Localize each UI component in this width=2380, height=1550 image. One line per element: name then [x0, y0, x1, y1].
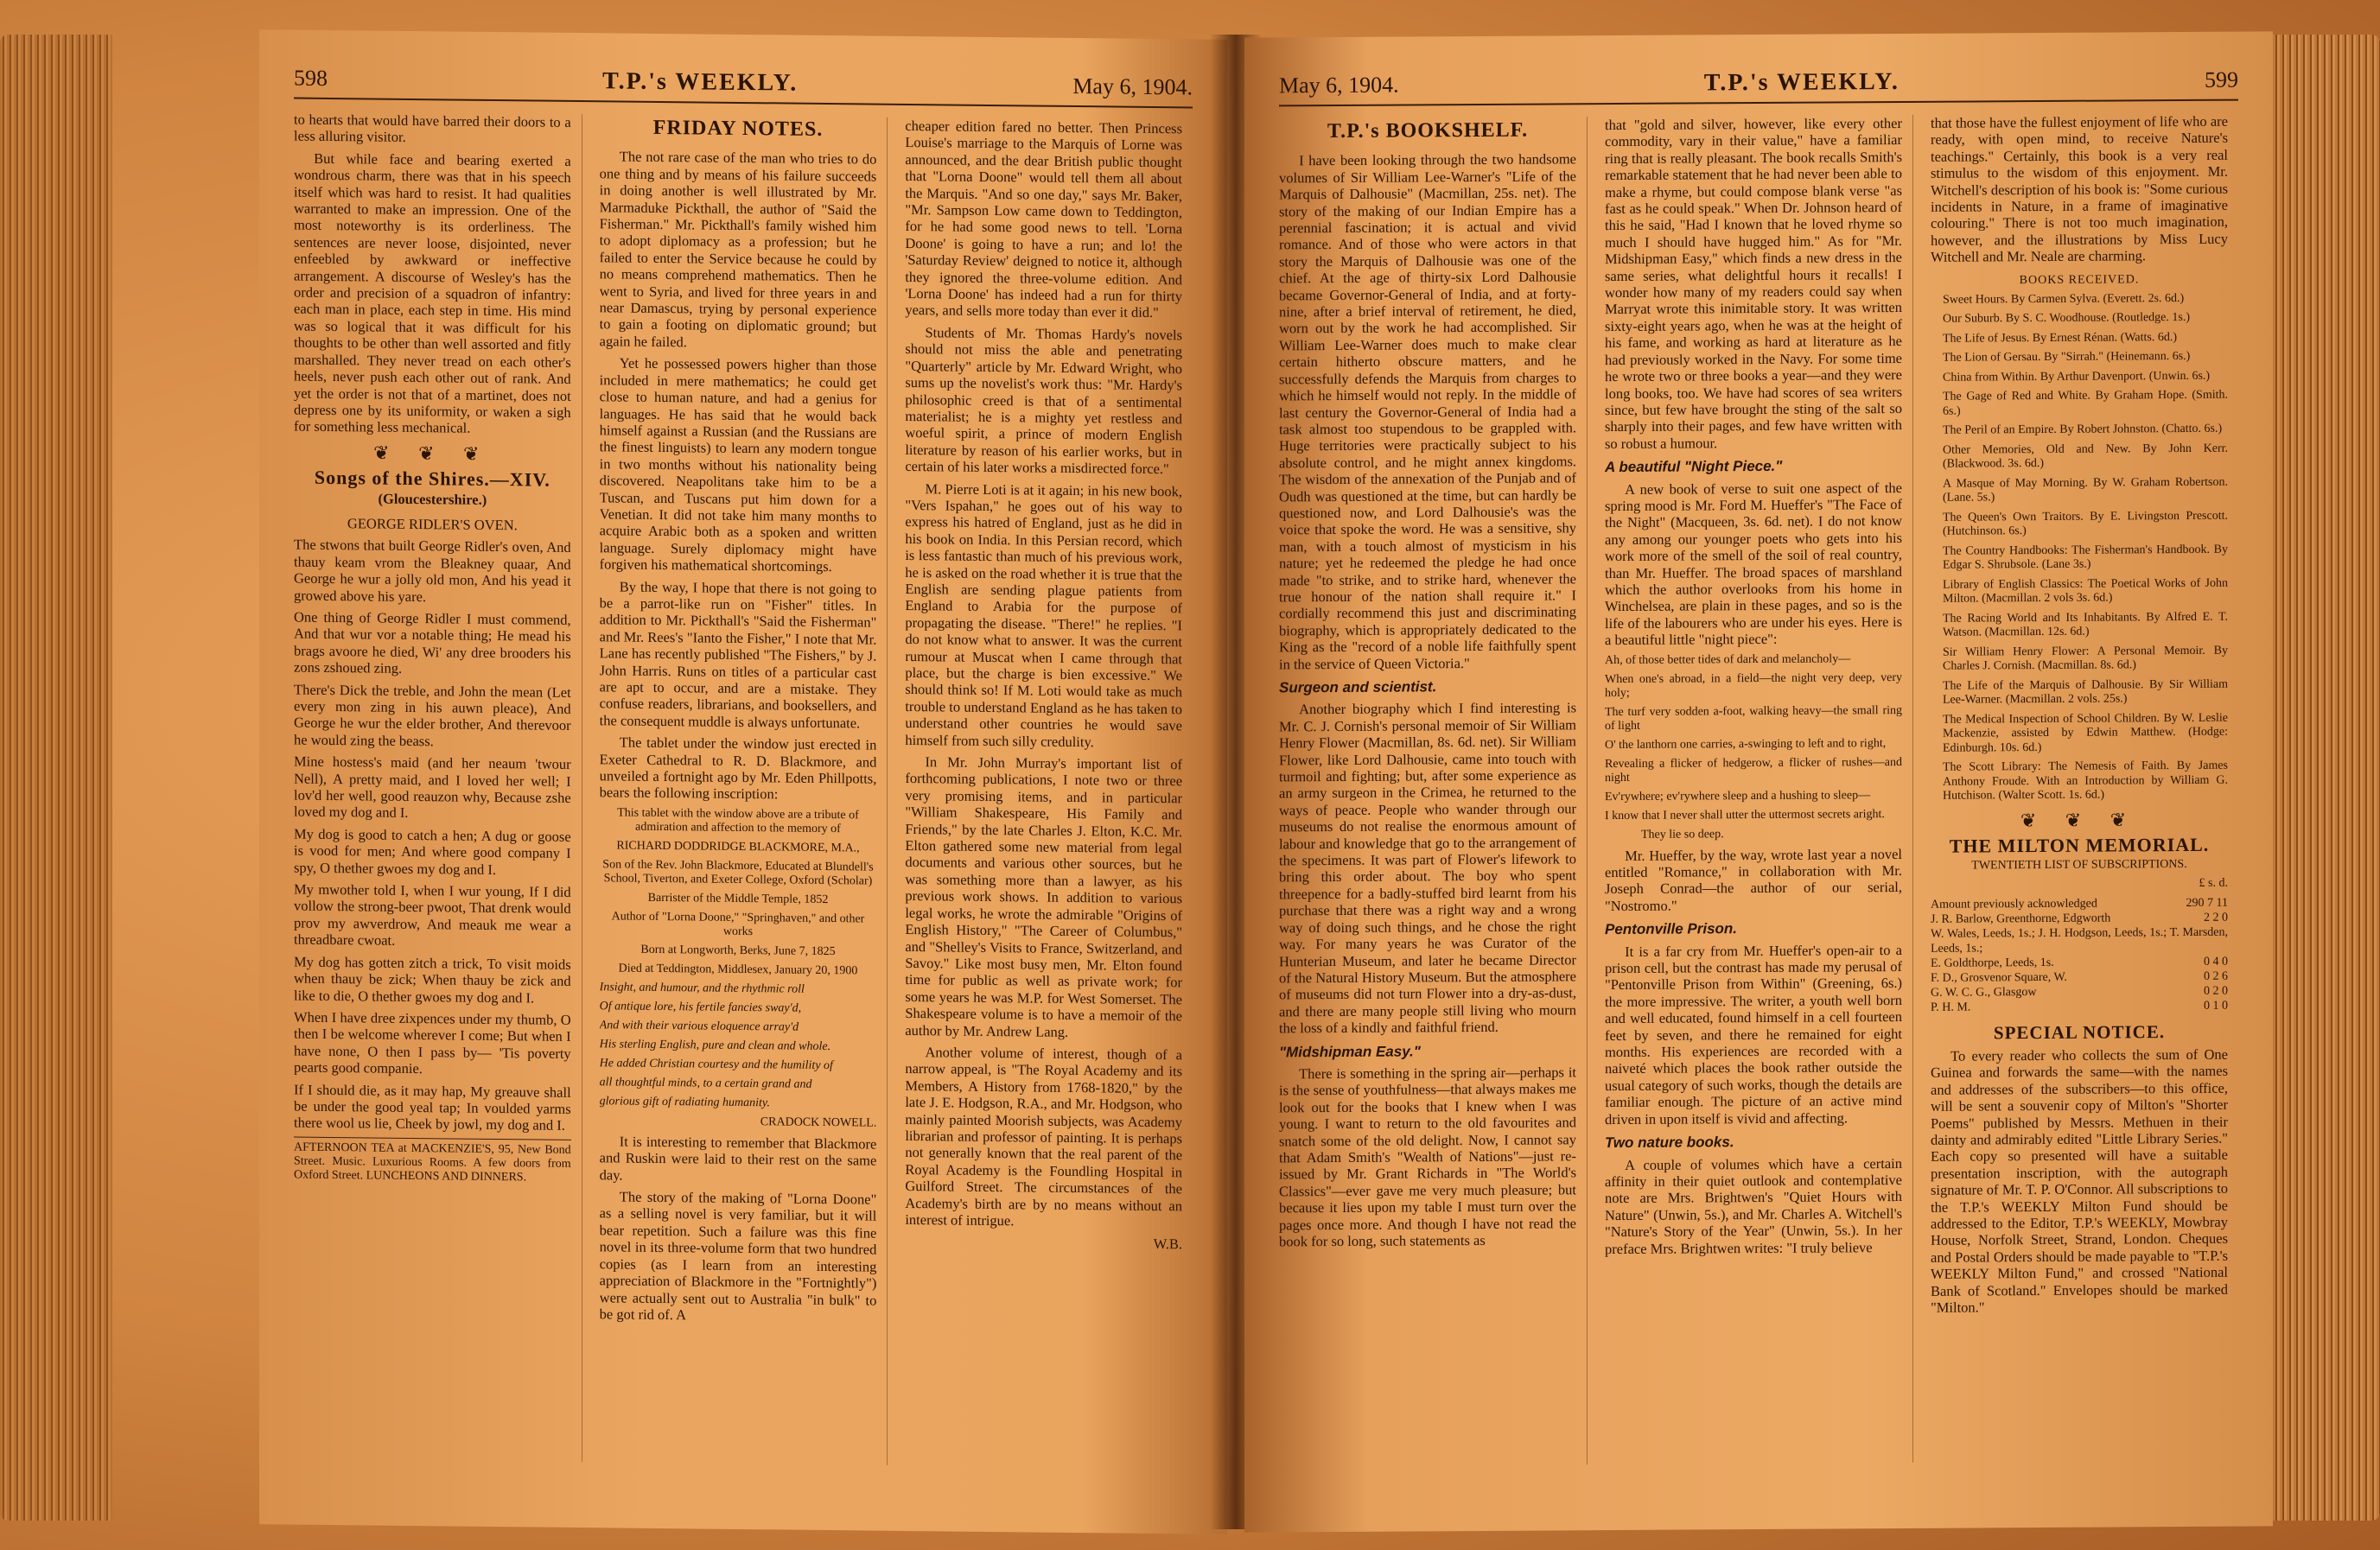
- subscriber-name: Amount previously acknowledged: [1931, 898, 2097, 912]
- left-page: [259, 29, 1227, 1534]
- right-column-3: [1931, 113, 2238, 1463]
- book-listing: The Peril of an Empire. By Robert Johnston. (Chatto. 6s.): [1943, 422, 2223, 437]
- right-columns: [1279, 113, 2238, 1467]
- poem-line: Ah, of those better tides of dark and melancholy—: [1605, 651, 1851, 667]
- left-running-head: [294, 65, 1193, 109]
- book-listing: Other Memories, Old and New. By John Kerr. (Blackwood. 3s. 6d.): [1943, 441, 2228, 471]
- books-received-heading: BOOKS RECEIVED.: [2019, 272, 2140, 287]
- subscription-row: [1931, 911, 2228, 927]
- issue-date: May 6, 1904.: [1072, 73, 1193, 100]
- book-listing: The Life of the Marquis of Dalhousie. By Sir William Lee-Warner. (Macmillan. 2 vols. 25s.): [1943, 677, 2228, 707]
- article-text: M. Pierre Loti is at it again; in his new book, "Vers Ispahan," he goes out of his way to express his hatred of England, just as he did in his book on India. In this Persian record, which is less fantastic than much of his previous work, he is asked on the road whether it is true that the English are sending plague patients from England to Arabia for the purpose of propagating the disease. "There!" he replies. "I do not know what to answer. It was the current rumour at Muscat when I came through that place, but the charge is bien excessive." We should think so! If M. Loti would take as much trouble to understand England as he has taken to understand other countries he would save himself from such silly credulity.: [905, 480, 1183, 750]
- poem-stanza: My dog has gotten zitch a trick, To visit moids when thauy be zick; When thauy be zick and like to die, O thether gwoes my dog and I.: [294, 953, 571, 1006]
- verse-line: glorious gift of radiating humanity.: [599, 1095, 770, 1110]
- publication-title: T.P.'s WEEKLY.: [602, 67, 799, 97]
- poem-stanza: There's Dick the treble, and John the mean (Let every mon zing in his auwn pleace), And George he wur the elder brother, And therevoor he would zing the beass.: [294, 681, 571, 750]
- poem-line: The turf very sodden a-foot, walking heavy—the small ring of light: [1605, 703, 1902, 733]
- left-columns: [294, 111, 1193, 1469]
- inscription-line: This tablet with the window above are a tribute of admiration and affection to the memory of: [617, 806, 859, 836]
- book-listing: Our Suburb. By S. C. Woodhouse. (Routledge. 1s.): [1943, 311, 2191, 326]
- verse-line: Of antique lore, his fertile fancies sway'd,: [599, 1000, 802, 1015]
- poem-stanza: The stwons that built George Ridler's oven, And thauy keam vrom the Bleakney quaar, And George he wur a jolly old mon, And his yead it growed above his yare.: [294, 536, 571, 605]
- article-text: cheaper edition fared no better. Then Princess Louise's marriage to the Marquis of Lorne was announced, and the dear British public thought that "Lorna Doone" would tell them all about the Marquis. "And so one day," says Mr. Baker, "Mr. Sampson Low came down to Teddington, for he had some good news to tell. 'Lorna Doone' is going to have a run; and lo! the 'Saturday Review' deigned to notice it, although they ignored the three-volume edition. And 'Lorna Doone' has indeed had a run for thirty years, and sells more today than ever it did.": [905, 117, 1183, 321]
- subscription-row: [1931, 925, 2228, 956]
- poem-line: O' the lanthorn one carries, a-swinging to left and to right,: [1605, 736, 1887, 752]
- verse-line: Insight, and humour, and the rhythmic roll: [599, 981, 805, 996]
- subscriptions-heading: TWENTIETH LIST OF SUBSCRIPTIONS.: [1971, 858, 2187, 873]
- subscription-amount: 0 2 0: [2204, 985, 2228, 999]
- subscription-amount: 290 7 11: [2186, 897, 2228, 911]
- article-text: I have been looking through the two handsome volumes of Sir William Lee-Warner's "Life of the Marquis of Dalhousie" (Macmillan, 25s. net). The story of the making of our Indian Empire has a perennial fascination; it is actual and vivid romance. And of those who were actors in that story the Marquis of Dalhousie was one of the chief. At the age of thirty-six Lord Dalhousie became Governor-General of India, and at forty-nine, after a brief interval of retirement, he died, worn out by the work he had accomplished. Sir William Lee-Warner does much to make clear certain hitherto obscure matters, and he successfully defends the Marquis from charges to which he himself would not reply. In the middle of last century the Governor-General of India had a task almost too stupendous to be grappled with. Huge territories were practically subject to his absolute control, and he might annex kingdoms. The wisdom of the annexation of the Punjab and of Oudh was questioned at the time, but can hardly be questioned now, and Lord Dalhousie's was the voice that spoke the word. He was a sensitive, shy man, with a touch almost of mysticism in his nature; yet he redeemed the pledge he had once made "to strike, and to strike hard, whenever the true honour of the nation shall require it." I cordially recommend this just and discriminating biography, which is appropriately dedicated to the King as the "record of a noble life faithfully spent in the service of Queen Victoria.": [1279, 150, 1576, 672]
- book-listing: The Medical Inspection of School Children. By W. Leslie Mackenzie, assisted by Edwin Matthew. (Hodge: Edinburgh. 10s. 6d.): [1943, 711, 2228, 755]
- book-listing: The Racing World and Its Inhabitants. By Alfred E. T. Watson. (Macmillan. 12s. 6d.): [1943, 610, 2228, 639]
- inscription-line: Author of "Lorna Doone," "Springhaven," and other works: [611, 910, 865, 938]
- article-text: But while face and bearing exerted a wondrous charm, there was that in his speech itself which was hard to resist. It had qualities warranted to make an impression. One of the most noteworthy is its orderliness. The sentences are never loose, disjointed, never enfeebled by awkward or ineffective arrangement. A discourse of Wesley's has the order and precision of a squadron of infantry: each man in place, each step in time. His mind was so logical that it was difficult for his thoughts to be other than well assorted and fitly marshalled. They never tread on each other's heels, never push each other out of rank. And yet the order is not that of a martinet, does not depress one by its uniformity, or waken a sigh for something less mechanical.: [294, 149, 571, 437]
- page-number: 599: [2204, 67, 2238, 92]
- verse-line: His sterling English, pure and clean and whole.: [599, 1038, 831, 1053]
- subscriber-name: E. Goldthorpe, Leeds, 1s.: [1931, 956, 2054, 971]
- book-listing: The Queen's Own Traitors. By E. Livingston Prescott. (Hutchinson. 6s.): [1943, 509, 2228, 538]
- left-column-3: [905, 118, 1193, 1468]
- book-listing: Sweet Hours. By Carmen Sylva. (Everett. 2s. 6d.): [1943, 291, 2185, 307]
- poem-line: Ev'rywhere; ev'rywhere sleep and a hushing to sleep—: [1605, 788, 1871, 804]
- article-text: that "gold and silver, however, like every other commodity, vary in their value," have a familiar ring that is really pleasant. The book recalls Smith's remarkable statement that he had never been able to make a rhyme, but could compose blank verse "as fast as he could speak." When Dr. Johnson heard of this he said, "Had I known that he loved rhyme so much I should have hugged him." As for "Mr. Midshipman Easy," which finds a new dress in the same series, what delightful hours it recalls! I wonder how many of my readers could say when Marryat wrote this inimitable story. It was written sixty-eight years ago, when he was at the height of his fame, and working as hard at literature as he had previously worked in the Navy. For some time he wrote two or three books a year—and they were long books, too. We have had scores of sea writers since, but few have brought the sting of the salt so sharply into their pages, and few have written with so robust a humour.: [1605, 114, 1902, 452]
- left-column-2: [600, 114, 888, 1464]
- section-heading: THE MILTON MEMORIAL.: [1949, 833, 2210, 857]
- subscriber-name: F. D., Grosvenor Square, W.: [1931, 971, 2067, 986]
- book-listing: The Country Handbooks: The Fisherman's Handbook. By Edgar S. Shrubsole. (Lane 3s.): [1943, 543, 2228, 572]
- poem-stanza: My mwother told I, when I wur young, If I did vollow the strong-beer pwoot, That drenk would prov my awverdrow, And meauk me wear a threadbare cwoat.: [294, 880, 571, 950]
- advertisement: AFTERNOON TEA at MACKENZIE'S, 95, New Bond Street. Music. Luxurious Rooms. A few doors from Oxford Street. LUNCHEONS AND DINNERS.: [294, 1136, 571, 1185]
- inscription-line: RICHARD DODDRIDGE BLACKMORE, M.A.,: [616, 839, 860, 855]
- section-subheading: (Gloucestershire.): [378, 490, 487, 508]
- article-text: Yet he possessed powers higher than those included in mere mathematics; he could get close to human nature, and had a genius for languages. He has said that he would back himself against a Russian (and the Russians are the finest linguists) to learn any modern tongue in two months without his nationality being discovered. Neapolitans take him to be a Tuscan, and Tuscans put him down for a Venetian. It did not take him many months to acquire Arabic both as a spoken and written language. Surely diplomacy might have forgiven his mathematical shortcomings.: [599, 354, 877, 575]
- section-heading: FRIDAY NOTES.: [652, 116, 824, 141]
- book-listing: The Lion of Gersau. By "Sirrah." (Heinemann. 6s.): [1943, 350, 2191, 365]
- article-text: There is something in the spring air—perhaps it is the sense of youthfulness—that always makes me look out for the books that I knew when I was young. I want to return to the old favourites and snatch some of the old delight. Now, I cannot say that Adam Smith's "Wealth of Nations"—just re-issued by Mr. Grant Richards in "The World's Classics"—ever gave me very much pleasure; but because it lies upon my table I must turn over the pages once more. And though I have not read the book for so long, such statements as: [1279, 1064, 1576, 1250]
- inscription-line: Born at Longworth, Berks, June 7, 1825: [640, 943, 836, 958]
- section-heading: SPECIAL NOTICE.: [1993, 1021, 2166, 1044]
- article-text: Another biography which I find interesting is Mr. C. J. Cornish's personal memoir of Sir William Henry Flower (Macmillan, 8s. 6d. net). Sir William Flower, like Lord Dalhousie, came into touch with turmoil and fighting; but, after some experience as an army surgeon in the Crimea, he returned to the ways of peace. People who wander through our museums do not realise the enormous amount of labour and knowledge that go to the arrangement of the specimens. It was part of Flower's lifework to bring this order about. The boy who spent threepence for a badly-stuffed bird learnt from his purchase that there was a right way and a wrong way of doing such things, and he chose the right way. For many years he was Curator of the Hunterian Museum, and later he became Director of the Natural History Museum. But the atmosphere of museums did not turn Flower into a dry-as-dust, and there are many people still living who mourn the loss of a kindly and faithful friend.: [1279, 699, 1576, 1037]
- article-text: To every reader who collects the sum of One Guinea and forwards the same—with the names and addresses of the subscribers—to this office, will be sent a souvenir copy of Milton's "Shorter Poems" published by Messrs. Methuen in their dainty and admirably edited "Little Library Series." Each copy so presented will have a suitable presentation inscription, with the autograph signature of Mr. T. P. O'Connor. All subscriptions to the T.P.'s WEEKLY Milton Fund should be addressed to the Editor, T.P.'s WEEKLY, Mowbray House, Norfolk Street, Strand, London. Cheques and Postal Orders should be made payable to "T.P.'s WEEKLY Milton Fund," and crossed "National Bank of Scotland." Envelopes should be marked "Milton.": [1931, 1045, 2228, 1316]
- subscription-row: [1931, 984, 2228, 1001]
- article-text: that those have the fullest enjoyment of life who are ready, with open mind, to receive Nature's teachings." Certainly, this book is a very real stimulus to the wisdom of this enjoyment. Mr. Witchell's description of his book is: "Some curious incidents in Nature, in a frame of imaginative colouring." There is not too much imagination, however, and the illustrations by Miss Lucy Witchell and Mr. Neale are charming.: [1931, 112, 2228, 266]
- poem-line: When one's abroad, in a field—the night very deep, very holy;: [1605, 670, 1902, 700]
- subsection-heading: Pentonville Prison.: [1605, 920, 1738, 938]
- article-text: It is a far cry from Mr. Hueffer's open-air to a prison cell, but the contrast has made my perusal of "Pentonville Prison from Within" (Greening, 6s.) the more impressive. The writer, a youth well born and well educated, found himself in a cell fourteen feet by seven, and there he remained for eight months. His experiences are recorded with a naiveté which places the book rather outside the usual category of such works, though the details are familiar enough. The picture of an active mind driven in upon itself is vivid and affecting.: [1605, 941, 1902, 1128]
- article-text: to hearts that would have barred their doors to a less alluring visitor.: [294, 111, 571, 146]
- section-heading: Songs of the Shires.—XIV.: [314, 466, 550, 491]
- publication-title: T.P.'s WEEKLY.: [1703, 68, 1900, 97]
- left-column-1: [294, 111, 582, 1462]
- article-text: In Mr. John Murray's important list of forthcoming publications, I note two or three very promising items, and in particular "William Shakespeare, His Family and Friends," by the late Charles J. Elton, K.C. Mr. Elton gathered some new material from legal documents and various other sources, but he was something more than a lawyer, as his previous work shows. In addition to various legal works, he wrote the admirable "Origins of English History," "The Career of Columbus," and "Shelley's Visits to France, Switzerland, and Savoy." Like most busy men, Mr. Elton found time for public as well as private work; for some years he was M.P. for West Somerset. The Shakespeare volume is to have a memoir of the author by Mr. Andrew Lang.: [905, 753, 1183, 1040]
- right-page: [1244, 31, 2273, 1532]
- ornament-divider: ❦ ❦ ❦: [2020, 808, 2139, 831]
- ornament-divider: ❦ ❦ ❦: [373, 441, 492, 465]
- subscription-row: [1931, 969, 2228, 986]
- inscription-line: Barrister of the Middle Temple, 1852: [647, 891, 829, 906]
- book-listing: China from Within. By Arthur Davenport. (Unwin. 6s.): [1943, 369, 2211, 384]
- inscription-line: Son of the Rev. John Blackmore, Educated at Blundell's School, Tiverton, and Exeter College, Oxford (Scholar): [602, 858, 874, 888]
- verse-attribution: CRADOCK NOWELL.: [760, 1115, 877, 1130]
- book-listing: Library of English Classics: The Poetical Works of John Milton. (Macmillan. 2 vols 3s. 6d.): [1943, 576, 2228, 606]
- issue-date: May 6, 1904.: [1279, 72, 1399, 98]
- subsection-heading: A beautiful "Night Piece.": [1605, 457, 1783, 476]
- article-text: A couple of volumes which have a certain affinity in their quiet outlook and contemplative note are Mrs. Brightwen's "Quiet Hours with Nature" (Unwin, 5s.), and Mr. Charles A. Witchell's "Nature's Story of the Year" (Unwin, 5s.). In her preface Mrs. Brightwen writes: "I truly believe: [1605, 1154, 1902, 1257]
- right-column-1: [1279, 117, 1588, 1466]
- poem-stanza: One thing of George Ridler I must commend, And that wur vor a notable thing; He mead his brags avoore he died, Wi' any dree brooders his zons zshoued zing.: [294, 608, 571, 677]
- subscriber-name: J. R. Barlow, Greenthorne, Edgworth: [1931, 912, 2111, 927]
- page-number: 598: [294, 65, 328, 91]
- book-page-edges-right: [2259, 35, 2380, 1521]
- subscriber-name: G. W. C. G., Glasgow: [1931, 986, 2037, 1001]
- subscriber-name: W. Wales, Leeds, 1s.; J. H. Hodgson, Leeds, 1s.; T. Marsden, Leeds, 1s.;: [1931, 926, 2228, 956]
- section-heading: T.P.'s BOOKSHELF.: [1327, 118, 1529, 143]
- article-text: Mr. Hueffer, by the way, wrote last year a novel entitled "Romance," in collaboration with Mr. Joseph Conrad—the author of our serial, "Nostromo.": [1605, 845, 1902, 914]
- article-text: The not rare case of the man who tries to do one thing and by means of his failure succeeds in doing another is well illustrated by Mr. Marmaduke Pickthall, the author of "Said the Fisherman." Mr. Pickthall's family wished him to adopt diplomacy as a profession; but he failed to enter the Service because he could by no means comprehend mathematics. Then he went to Syria, and lived for three years in and near Damascus, trying by personal experience to gain a footing on diplomatic ground; but again he failed.: [599, 148, 877, 351]
- subscription-amount: 0 4 0: [2204, 956, 2228, 969]
- book-listing: The Life of Jesus. By Ernest Rénan. (Watts. 6d.): [1943, 330, 2178, 346]
- article-text: A new book of verse to suit one aspect of the spring mood is Mr. Ford M. Hueffer's "The Face of the Night" (Macqueen, 3s. 6d. net). I do not know any among our younger poets who gets into his work more of the smell of the soil of real country, than Mr. Hueffer. The broad spaces of marshland which the author overlooks from his home in Winchelsea, are plain in these pages, and so is the life of the labourers who are under his eyes. Here is a beautiful little "night piece":: [1605, 479, 1902, 649]
- right-running-head: [1279, 67, 2238, 107]
- poem-line: Revealing a flicker of hedgerow, a flicker of rushes—and night: [1605, 755, 1902, 785]
- book-listing: The Gage of Red and White. By Graham Hope. (Smith. 6s.): [1943, 388, 2228, 418]
- inscription-line: Died at Teddington, Middlesex, January 20, 1900: [618, 962, 858, 978]
- poem-title: GEORGE RIDLER'S OVEN.: [347, 515, 518, 534]
- subsection-heading: "Midshipman Easy.": [1279, 1042, 1421, 1060]
- article-text: The tablet under the window just erected in Exeter Cathedral to R. D. Blackmore, and unveiled a fortnight ago by Mr. Eden Phillpotts, bears the following inscription:: [599, 734, 877, 803]
- poem-stanza: If I should die, as it may hap, My greauve shall be under the good yeal tap; In voulded yarms there wool us lie, Cheek by jowl, my dog and I.: [294, 1081, 571, 1134]
- poem-stanza: Mine hostess's maid (and her neaum 'twour Nell), A pretty maid, and I loved her well; I lov'd her well, good reauzon why, Because zshe loved my dog and I.: [294, 753, 571, 822]
- subscriber-name: P. H. M.: [1931, 1001, 1971, 1015]
- article-text: Students of Mr. Thomas Hardy's novels should not miss the able and penetrating "Quarterly" article by Mr. Edward Wright, who sums up the novelist's work thus: "Mr. Hardy's philosophic creed is that of a sentimental materialist; he is a mighty yet restless and woeful spirit, a prince of modern English literature by reason of his earlier works, but in certain of his later works a misdirected force.": [905, 324, 1183, 478]
- poem-stanza: My dog is good to catch a hen; A dug or goose is vood for men; And where good company I spy, O thether gwoes my dog and I.: [294, 825, 571, 878]
- poem-stanza: When I have dree zixpences under my thumb, O then I be welcome wherever I come; But when I have none, O then I pass by— 'Tis poverty pearts good companie.: [294, 1008, 571, 1077]
- book-page-edges-left: [0, 35, 112, 1521]
- subscription-amount: 0 2 6: [2204, 970, 2228, 984]
- subscription-row: [1931, 896, 2228, 912]
- poem-line: They lie so deep.: [1641, 827, 1724, 842]
- subsection-heading: Surgeon and scientist.: [1279, 678, 1437, 696]
- author-signature: W.B.: [1153, 1236, 1183, 1253]
- subsection-heading: Two nature books.: [1605, 1134, 1734, 1152]
- verse-line: He added Christian courtesy and the humility of: [599, 1057, 833, 1072]
- verse-line: And with their various eloquence array'd: [599, 1019, 799, 1034]
- subscription-amount: 2 2 0: [2204, 912, 2228, 925]
- book-listing: The Scott Library: The Nemesis of Faith. By James Anthony Froude. With an Introduction by William G. Hutchison. (Walter Scott. 1s. 6d.): [1943, 759, 2228, 803]
- subscription-row: [1931, 955, 2228, 971]
- subscription-row: [1931, 999, 2228, 1015]
- poem-line: I know that I never shall utter the uttermost secrets aright.: [1605, 807, 1885, 823]
- book-listing: A Masque of May Morning. By W. Graham Robertson. (Lane. 5s.): [1943, 475, 2228, 505]
- article-text: It is interesting to remember that Blackmore and Ruskin were laid to their rest on the same day.: [599, 1133, 877, 1184]
- subscription-amount: 0 1 0: [2204, 1000, 2228, 1013]
- right-column-2: [1605, 115, 1913, 1464]
- verse-line: all thoughtful minds, to a certain grand and: [599, 1076, 812, 1091]
- article-text: By the way, I hope that there is not going to be a parrot-like run on "Fisher" titles. In addition to Mr. Pickthall's "Said the Fisherman" and Mr. Rees's "Ianto the Fisher," I note that Mr. Lane has recently published "The Fishers," by J. John Harris. Runs on titles of a particular cast are apt to occur, and are a mistake. They confuse readers, librarians, and booksellers, and the consequent muddle is always unfortunate.: [599, 578, 877, 732]
- book-listing: Sir William Henry Flower: A Personal Memoir. By Charles J. Cornish. (Macmillan. 8s. 6d.): [1943, 644, 2228, 673]
- article-text: Another volume of interest, though of a narrow appeal, is "The Royal Academy and its Members, A History from 1768-1820," by the late J. E. Hodgson, R.A., and Mr. Hodgson, who mainly painted Moorish subjects, was Academy librarian and professor of painting. It is perhaps not generally known that the real parent of the Royal Academy is the Foundling Hospital in Guilford Street. The circumstances of the Academy's birth are by no means without an interest of intrigue.: [905, 1044, 1183, 1229]
- currency-header: £ s. d.: [2199, 877, 2228, 891]
- article-text: The story of the making of "Lorna Doone" as a selling novel is very familiar, but it will bear repetition. Such a failure was this fine novel in its three-volume form that two hundred copies (as I learn from an interesting appreciation of Blackmore in the "Fortnightly") were actually sent out to Australia "in bulk" to be got rid of. A: [599, 1188, 877, 1324]
